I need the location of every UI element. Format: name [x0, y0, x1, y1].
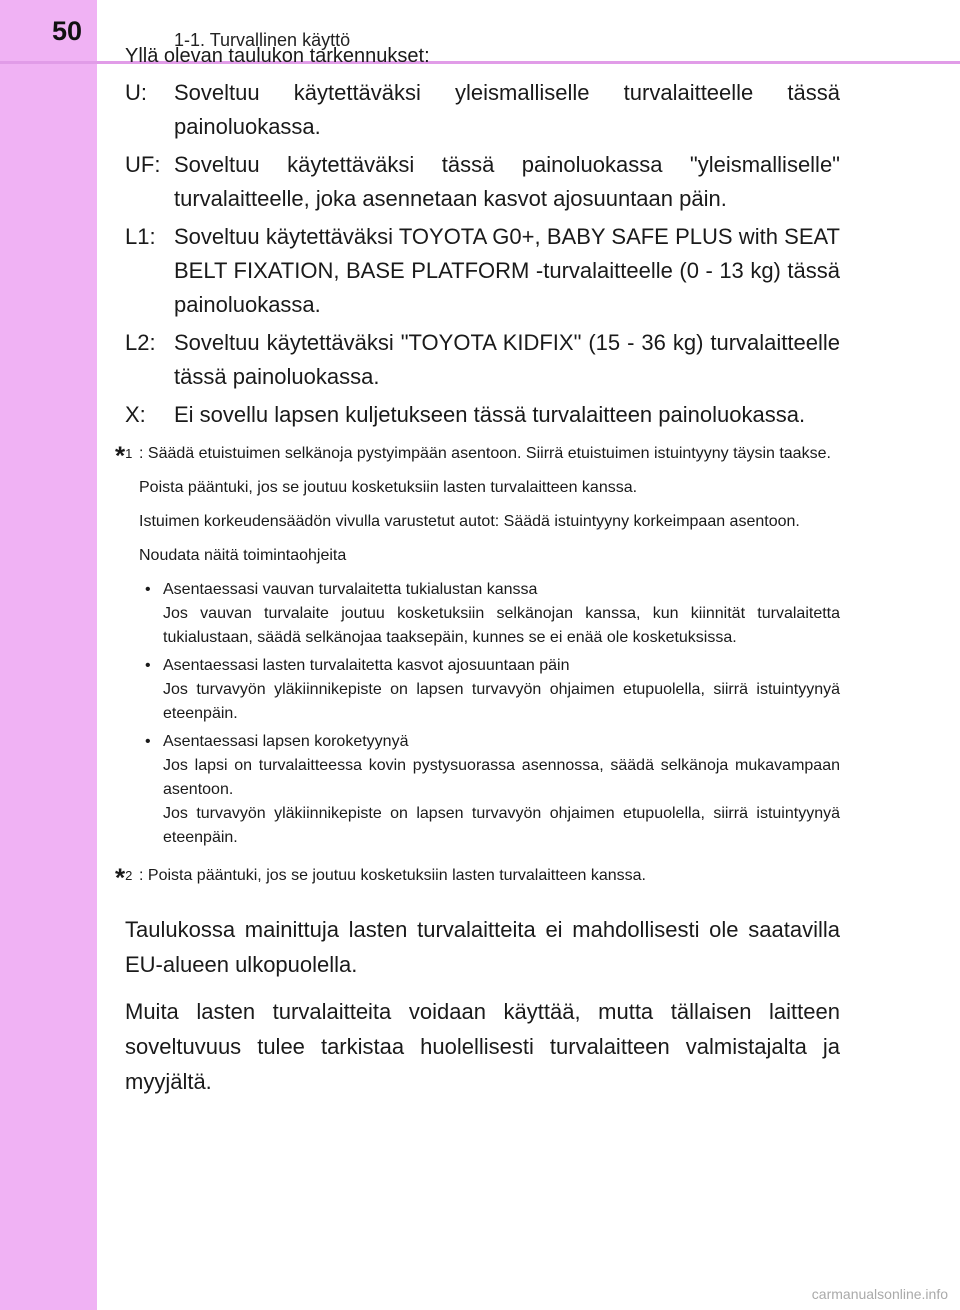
closing-text	[125, 912, 840, 1099]
definition-key: X:	[125, 402, 146, 427]
definition-text: Soveltuu käytettäväksi TOYOTA G0+, BABY SAFE PLUS with SEAT BELT FIXATION, BASE PLATFORM -turvalaitteelle (0 - 13 kg) tässä painoluokassa.	[174, 224, 840, 317]
definition-l2	[125, 326, 840, 394]
footnote-line: Istuimen korkeudensäädön vivulla varustetut autot: Säädä istuintyyny korkeimpaan asentoon.	[139, 513, 800, 530]
intro-text: Yllä olevan taulukon tarkennukset:	[125, 45, 430, 67]
definition-text: Soveltuu käytettäväksi "TOYOTA KIDFIX" (15 - 36 kg) turvalaitteelle tässä painoluokassa.	[174, 330, 840, 389]
section-title: 1-1. Turvallinen käyttö	[174, 30, 351, 50]
footnote-2	[115, 862, 840, 898]
paragraph: Muita lasten turvalaitteita voidaan käyttää, mutta tällaisen laitteen soveltuvuus tulee tarkistaa huolellisesti turvalaitteen valmistajalta ja myyjältä.	[125, 999, 840, 1094]
footnote-body	[139, 864, 840, 898]
page-number: 50	[52, 16, 83, 46]
footnote-line: : Säädä etuistuimen selkänoja pystyimpään asentoon. Siirrä etuistuimen istuintyyny täysin taakse.	[139, 445, 831, 462]
definition-l1	[125, 220, 840, 322]
list-item-body: Jos turvavyön yläkiinnikepiste on lapsen turvavyön ohjaimen etupuolella, siirrä istuintyynyä eteenpäin.	[163, 681, 840, 722]
list-item-title: • Asentaessasi lasten turvalaitetta kasvot ajosuuntaan päin	[163, 657, 570, 674]
footnote-star: *	[115, 862, 126, 893]
footnote-number: 1	[125, 446, 133, 461]
definition-key: U:	[125, 80, 147, 105]
footnote-line: Noudata näitä toimintaohjeita	[139, 547, 347, 564]
paragraph: Taulukossa mainittuja lasten turvalaitteita ei mahdollisesti ole saatavilla EU-alueen ulkopuolella.	[125, 917, 840, 977]
footnote-star: *	[115, 440, 126, 471]
definition-key: UF:	[125, 152, 161, 177]
list-item-body: Jos lapsi on turvalaitteessa kovin pystysuorassa asennossa, säädä selkänoja mukavampaan asentoon.	[163, 757, 840, 798]
definition-key: L1:	[125, 224, 156, 249]
definition-text: Ei sovellu lapsen kuljetukseen tässä turvalaitteen painoluokassa.	[174, 402, 806, 427]
footnote-body	[139, 442, 840, 854]
footnote-marker	[115, 442, 139, 854]
footnote-line: : Poista pääntuki, jos se joutuu kosketuksiin lasten turvalaitteen kanssa.	[139, 867, 646, 884]
footnote-1	[115, 440, 840, 854]
list-item	[139, 730, 840, 850]
definition-x	[125, 398, 840, 432]
definition-text: Soveltuu käytettäväksi yleismalliselle turvalaitteelle tässä painoluokassa.	[174, 80, 840, 139]
list-item	[139, 654, 840, 726]
definition-u	[125, 76, 840, 144]
definition-uf	[125, 148, 840, 216]
page-side-tab	[0, 0, 97, 1310]
list-item-body: Jos turvavyön yläkiinnikepiste on lapsen turvavyön ohjaimen etupuolella, siirrä istuintyynyä eteenpäin.	[163, 805, 840, 846]
list-item-body: Jos vauvan turvalaite joutuu kosketuksiin selkänojan kanssa, kun kiinnität turvalaitetta tukialustaan, säädä selkänojaa taaksepäin, kunnes se ei enää ole kosketuksissa.	[163, 605, 840, 646]
instruction-list	[139, 578, 840, 850]
footnote-marker	[115, 864, 139, 898]
definition-text: Soveltuu käytettäväksi tässä painoluokassa "yleismalliselle" turvalaitteelle, joka asennetaan kasvot ajosuuntaan päin.	[174, 152, 840, 211]
list-item-title: • Asentaessasi lapsen koroketyynyä	[163, 733, 409, 750]
footnote-number: 2	[125, 868, 133, 883]
watermark: carmanualsonline.info	[811, 1286, 948, 1302]
definition-key: L2:	[125, 330, 156, 355]
footnote-line: Poista pääntuki, jos se joutuu kosketuksiin lasten turvalaitteen kanssa.	[139, 479, 638, 496]
list-item-title: • Asentaessasi vauvan turvalaitetta tukialustan kanssa	[163, 581, 538, 598]
list-item	[139, 578, 840, 650]
page-content	[115, 40, 840, 1111]
